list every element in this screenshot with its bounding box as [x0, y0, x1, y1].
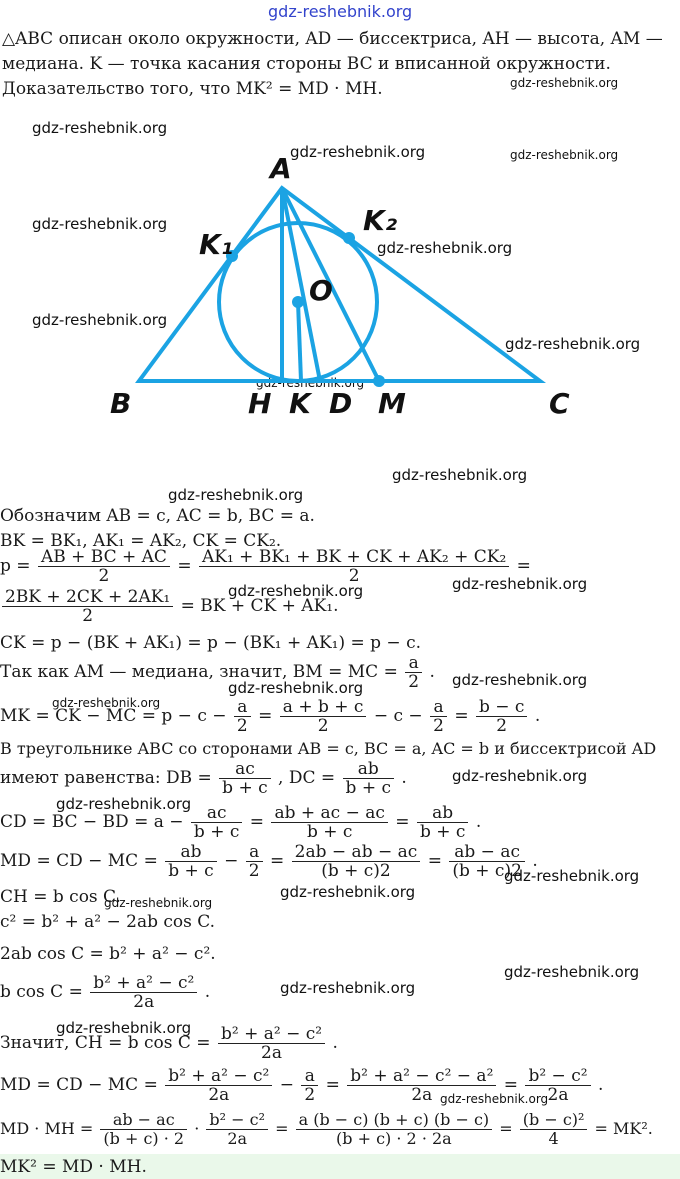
watermark: gdz-reshebnik.org — [505, 335, 641, 353]
watermark: gdz-reshebnik.org — [504, 963, 640, 981]
watermark: gdz-reshebnik.org — [168, 486, 304, 504]
watermark: gdz-reshebnik.org — [510, 148, 619, 162]
problem-statement-line-3: Доказательство того, что MK² = MD · MH. — [2, 79, 383, 99]
watermark: gdz-reshebnik.org — [452, 671, 588, 689]
label-h: H — [248, 387, 272, 420]
watermark: gdz-reshebnik.org — [104, 896, 213, 910]
label-a: A — [270, 152, 292, 185]
ch-conclusion: Значит, CH = b cos C = $\frac{\text{b² + a² − c²}}{2a}$ . — [0, 1024, 338, 1063]
product-formula: MD · MH = $\frac{ab - ac}{(b + c) \cdot 2}$ · $\frac{\text{b² − c²}}{2a}$ = $\frac{a (b - c) (b + c) (b - c)}{(b + c) \cdot 2 \cdot 2a}$ = $\frac{\text{(b − c)²}}{4}$ = MK². — [0, 1110, 653, 1148]
label-k2: K₂ — [363, 204, 397, 237]
watermark: gdz-reshebnik.org — [56, 795, 192, 813]
watermark: gdz-reshebnik.org — [228, 582, 364, 600]
watermark: gdz-reshebnik.org — [290, 143, 426, 161]
label-c: C — [549, 387, 570, 420]
watermark-top[interactable]: gdz-reshebnik.org — [268, 2, 413, 21]
bcosc-formula: b cos C = $\frac{\text{b² + a² − c²}}{2a}$ . — [0, 973, 211, 1012]
label-k1: K₁ — [199, 228, 233, 261]
solution-line-ck: CK = p − (BK + AK₁) = p − (BK₁ + AK₁) = p − c. — [0, 633, 422, 653]
watermark: gdz-reshebnik.org — [440, 1092, 549, 1106]
cd-formula: CD = BC − BD = a − $\frac{ac}{b + c}$ = $\frac{ab + ac - ac}{b + c}$ = $\frac{ab}{b + c}$ . — [0, 803, 482, 842]
ch-formula: CH = b cos C. — [0, 887, 121, 907]
triangle-abc — [139, 188, 540, 381]
watermark: gdz-reshebnik.org — [452, 575, 588, 593]
solution-line-2: BK = BK₁, AK₁ = AK₂, CK = CK₂. — [0, 531, 282, 551]
semi-perimeter-formula: p = $\frac{AB + BC + AC}{2}$ = $\frac{\text{AK₁ + BK₁ + BK + CK + AK₂ + CK₂}}{2}$ = — [0, 547, 531, 586]
watermark: gdz-reshebnik.org — [377, 239, 513, 257]
watermark: gdz-reshebnik.org — [228, 679, 364, 697]
watermark: gdz-reshebnik.org — [452, 767, 588, 785]
md-second-formula: MD = CD − MC = $\frac{\text{b² + a² − c²}}{2a}$ − $\frac{a}{2}$ = $\frac{\text{b² + a² − c² − a²}}{2a}$ = $\frac{\text{b² − c²}}{2a}$ . — [0, 1066, 604, 1105]
point-k2 — [343, 232, 355, 244]
watermark: gdz-reshebnik.org — [510, 76, 619, 90]
watermark: gdz-reshebnik.org — [392, 466, 528, 484]
watermark: gdz-reshebnik.org — [256, 376, 365, 390]
label-k: K — [289, 387, 311, 420]
median-statement: Так как AM — медиана, значит, BM = MC = $\frac{a}{2}$ . — [0, 653, 435, 692]
cosine-law: c² = b² + a² − 2ab cos C. — [0, 912, 216, 932]
bisector-ratios: имеют равенства: DB = $\frac{ac}{b + c}$ , DC = $\frac{ab}{b + c}$ . — [0, 759, 407, 798]
mk-formula: MK = CK − MC = p − c − $\frac{a}{2}$ = $\frac{a + b + c}{2}$ − c − $\frac{a}{2}$ = $\frac{b - c}{2}$ . — [0, 697, 541, 736]
cosine-rearranged: 2ab cos C = b² + a² − c². — [0, 944, 216, 964]
watermark: gdz-reshebnik.org — [32, 311, 168, 329]
bisector-statement: В треугольнике ABC со сторонами AB = c, BC = a, AC = b и биссектрисой AD — [0, 739, 657, 758]
semi-perimeter-continued: $\frac{\text{2BK + 2CK + 2AK₁}}{2}$ = BK + CK + AK₁. — [0, 588, 339, 625]
watermark: gdz-reshebnik.org — [280, 883, 416, 901]
watermark: gdz-reshebnik.org — [32, 119, 168, 137]
problem-statement-line-1: △ABC описан около окружности, AD — биссектриса, AH — высота, AM — — [2, 29, 663, 49]
label-b: B — [110, 387, 132, 420]
md-formula: MD = CD − MC = $\frac{ab}{b + c}$ − $\frac{a}{2}$ = $\frac{2ab - ab - ac}{(b + c)2}$ = $\frac{ab - ac}{(b + c)2}$ . — [0, 842, 538, 881]
solution-line-1: Обозначим AB = c, AC = b, BC = a. — [0, 506, 315, 526]
watermark: gdz-reshebnik.org — [52, 696, 161, 710]
watermark: gdz-reshebnik.org — [280, 979, 416, 997]
label-o: O — [309, 274, 333, 307]
point-o — [292, 296, 304, 308]
label-d: D — [329, 387, 353, 420]
label-m: M — [378, 387, 406, 420]
watermark: gdz-reshebnik.org — [504, 867, 640, 885]
watermark: gdz-reshebnik.org — [56, 1019, 192, 1037]
radius-ok — [298, 302, 301, 381]
watermark: gdz-reshebnik.org — [32, 215, 168, 233]
point-m — [373, 375, 385, 387]
problem-statement-line-2: медиана. K — точка касания стороны BC и вписанной окружности. — [2, 54, 611, 74]
final-result: MK² = MD · MH. — [0, 1157, 147, 1177]
